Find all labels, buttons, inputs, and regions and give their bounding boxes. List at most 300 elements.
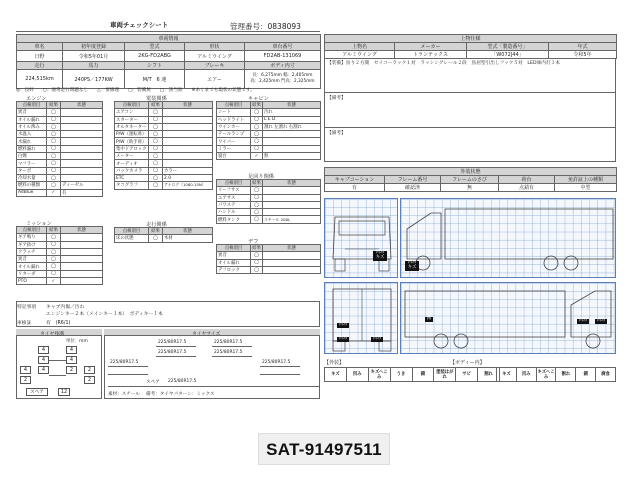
exterior-legend-title: 【外装】 [324, 360, 345, 366]
deflector-item-result: ◯ [251, 252, 263, 259]
upper-year-header: 年式 [549, 43, 617, 51]
undercarriage-item-name: ハンドル [217, 209, 251, 216]
mission-item-result: ◯ [47, 234, 61, 241]
remarks-line-3: 有 (R6/1) [46, 321, 71, 326]
tire-size-mid-right: 225/80R17.5 [214, 350, 243, 355]
undercarriage-item-name: エアサス [217, 194, 251, 201]
upper-model: 「W072J44」 [467, 51, 549, 59]
cabin-section-title: キャビン [248, 96, 269, 102]
bed-condition: 点錆有 [499, 184, 555, 192]
legend-icon: うき [390, 368, 412, 382]
shift-type: M/T [142, 76, 152, 83]
license-type-header: 免許証上の種類 [555, 176, 617, 184]
upper-name-header: 上物名 [325, 43, 395, 51]
legend-icon: キズ [325, 368, 347, 382]
tire-size-line [212, 356, 252, 357]
vehicle-info-title: 車両情報 [17, 35, 321, 43]
upper-equipment-title: 上物仕様 [325, 35, 617, 43]
tire-grooves-unit: 単位：mm [66, 339, 88, 344]
electrical-item-name: オーディオ [115, 160, 149, 167]
engine-item-name: 燃料漏れ [17, 145, 47, 152]
cabin-item-name: ワイパー [217, 138, 251, 145]
electrical-item-result: ◯ [149, 123, 163, 130]
electrical-item-status [163, 153, 213, 160]
deflector-item-status [263, 266, 321, 273]
electrical-item-result: ◯ [149, 116, 163, 123]
undercarriage-table [216, 179, 321, 224]
body-shape: アルミウイング [185, 51, 245, 62]
legend-normal: ○：通常走行問題なし [42, 88, 89, 93]
deflector-header-status: 状態 [263, 245, 321, 252]
cabin-header-item: 点検項目 [217, 102, 251, 109]
engine-header-status: 状態 [61, 102, 103, 109]
electrical-item-name: メーター [115, 153, 149, 160]
mission-item-name: オイル漏れ [17, 263, 47, 270]
cabin-item-status [263, 131, 321, 138]
legend-not-applicable: □：該当無 [159, 88, 183, 93]
undercarriage-item-status [263, 201, 321, 208]
upper-maker-header: メーカー [395, 43, 467, 51]
condition-legend [16, 87, 320, 93]
tire-groove-spare-label: スペア [26, 388, 48, 396]
mission-item-status [61, 248, 103, 255]
engine-item-name: 冷却水量 [17, 174, 47, 181]
running-table [114, 227, 213, 243]
legend-icon: 凹み [346, 368, 368, 382]
upper-equipment-note [327, 60, 560, 66]
legend-icon: 割れ [478, 368, 500, 382]
electrical-header-result: 結果 [149, 102, 163, 109]
truck-rear-view-diagram [324, 282, 398, 354]
undercarriage-header-item: 点検項目 [217, 180, 251, 187]
body-legend-table [496, 367, 616, 382]
mission-item-result: ◯ [47, 263, 61, 270]
legend-icon: キズ [497, 368, 517, 382]
mission-item-name: PTO [17, 278, 47, 285]
electrical-item-result: ◯ [149, 145, 163, 152]
undercarriage-item-result: ◯ [251, 194, 263, 201]
engine-table [16, 101, 103, 197]
engine-item-status [61, 138, 103, 145]
mission-section-title: ミッション [26, 221, 52, 227]
engine-item-result: ◯ [47, 116, 61, 123]
header-underline [16, 31, 320, 32]
vehicle-info-table [16, 34, 321, 89]
cab-caution: 有 [325, 184, 385, 192]
tire-size-line [212, 346, 252, 347]
model-header: 型式 [125, 43, 185, 51]
mission-table [16, 226, 103, 285]
upper-model-header: 型式「製造番号」 [467, 43, 549, 51]
upper-notes-divider [324, 127, 616, 128]
deflector-header-item: 点検項目 [217, 245, 251, 252]
mission-header-item: 点検項目 [17, 227, 47, 234]
engine-item-name: 水温入 [17, 131, 47, 138]
truck-side-outline [401, 199, 617, 279]
legend-icon: サビ [456, 368, 478, 382]
mileage-header: 走行 [17, 62, 63, 70]
body-height-unit: mm [271, 79, 280, 84]
undercarriage-item-name: パワステ [217, 201, 251, 208]
shift-gears: 6 速 [156, 76, 167, 83]
tire-size-line [108, 386, 320, 387]
undercarriage-item-result: ◯ [251, 216, 263, 223]
mission-item-name: 異音 [17, 256, 47, 263]
tire-size-rear-right: 225/80R17.5 [262, 360, 291, 365]
cabin-item-status: 割れ 左割れ 右割れ [263, 123, 321, 130]
upper-remarks-note: 【備考】 [327, 131, 346, 136]
engine-item-name: マフラー [17, 160, 47, 167]
mission-header-status: 状態 [61, 227, 103, 234]
running-item-status: 木材 [163, 235, 213, 242]
undercarriage-header-result: 結果 [252, 181, 261, 187]
electrical-item-name: オルタネーター [116, 125, 147, 131]
legend-icon: 錆 [412, 368, 434, 382]
body-length-unit: mm [273, 73, 282, 78]
tire-grooves-title: タイヤ残溝 [40, 332, 64, 337]
mission-item-result: ✓ [47, 278, 61, 285]
undercarriage-header-status: 状態 [263, 180, 321, 187]
body-dims [245, 70, 321, 89]
vehicle-name: 日野 [17, 51, 63, 62]
engine-item-result: ◯ [47, 123, 61, 130]
shape-header: 形状 [185, 43, 245, 51]
deflector-item-status [263, 259, 321, 266]
tire-size-spare: 225/80R17.5 [168, 379, 197, 384]
first-registration: 令和5年01月 [63, 51, 125, 62]
door-height: 門高：2,325 [281, 79, 307, 84]
mileage: 224,515km [17, 70, 63, 89]
electrical-item-status [163, 123, 213, 130]
truck-front-view-diagram [324, 198, 398, 278]
electrical-item-name: バックカメラ [115, 167, 149, 174]
tire-size-title: タイヤサイズ [192, 332, 221, 337]
legend-disclaimer: ※あくまでも現状の状態です。 [191, 88, 255, 93]
undercarriage-item-status [263, 187, 321, 194]
electrical-item-status [163, 109, 213, 116]
electrical-item-result: ◯ [149, 153, 163, 160]
damage-mark: 凹み [338, 322, 348, 327]
engine-item-status [61, 153, 103, 160]
engine-item-status [61, 123, 103, 130]
legend-icon: 腐食 [596, 368, 616, 382]
power-header: 馬力 [63, 62, 125, 70]
engine-item-result: ◯ [47, 167, 61, 174]
deflector-item-name: オイル漏れ [217, 259, 251, 266]
mission-item-status [61, 241, 103, 248]
tire-groove-rear2-outer-right: 2 [84, 376, 95, 384]
running-item-result: ◯ [149, 235, 163, 242]
truck-side-view-diagram [400, 198, 616, 278]
tire-material: 素材：スチール [108, 392, 140, 397]
upper-name: アルミウイング [325, 51, 395, 59]
electrical-table [114, 101, 213, 190]
body-legend-title: 【ボディー内】 [450, 360, 485, 366]
electrical-item-result: ◯ [149, 109, 163, 116]
cabin-item-name: テールランプ [217, 131, 251, 138]
truck-rear-outline [325, 283, 399, 355]
engine-item-result: ◯ [47, 174, 61, 181]
undercarriage-item-name: リーフサス [217, 187, 251, 194]
mission-header-result: 結果 [47, 227, 61, 234]
engine-item-status [61, 116, 103, 123]
damage-mark: 凹み [596, 318, 606, 323]
undercarriage-item-status [263, 194, 321, 201]
management-label: 管理番号： [230, 22, 268, 31]
power: 240PS／177KW [63, 70, 125, 89]
cabin-header-result: 結果 [252, 103, 261, 109]
engine-item-status [61, 109, 103, 116]
chassis-number: FD2AB-131069 [245, 51, 321, 62]
electrical-item-status [163, 131, 213, 138]
electrical-item-status: カラー [163, 167, 213, 174]
mission-item-result: ◯ [47, 256, 61, 263]
engine-item-status [61, 160, 103, 167]
damage-mark: 凹み キズ [405, 261, 419, 271]
deflector-item-name: 異音 [217, 252, 251, 259]
cabin-item-status: 汚れ [263, 109, 321, 116]
electrical-item-status [163, 138, 213, 145]
electrical-item-status: 2.0 [163, 174, 213, 181]
chassis-number-header: 車台番号 [245, 43, 321, 51]
tire-size-line [260, 374, 300, 375]
engine-item-status [61, 174, 103, 181]
legend-no-equipment: □：装備無 [128, 88, 151, 93]
deflector-table [216, 244, 321, 274]
damage-mark: 凹み [372, 336, 382, 341]
cabin-item-result: ◯ [251, 145, 263, 152]
engine-item-name: ターボ [17, 167, 47, 174]
mission-item-name: リターダ [17, 270, 47, 277]
electrical-header-item: 点検項目 [115, 102, 149, 109]
management-number: 0838093 [267, 22, 301, 31]
first-registration-header: 初年度登録 [63, 43, 125, 51]
engine-item-result: ◯ [47, 145, 61, 152]
cabin-item-result: ◯ [251, 123, 263, 130]
mission-item-result: ◯ [47, 241, 61, 248]
mission-item-status [61, 234, 103, 241]
electrical-item-result: ◯ [149, 160, 163, 167]
tire-groove-spare: 12 [58, 388, 70, 396]
cabin-item-name: ヘッドライト [217, 116, 251, 123]
upper-maker: トランテックス [395, 51, 467, 59]
body-width-unit: mm [304, 73, 313, 78]
undercarriage-item-status: スチール 200L [263, 216, 321, 223]
body-dims-header: ボディ内寸 [245, 62, 321, 70]
undercarriage-item-status [263, 209, 321, 216]
body-height: 高：2,425 [250, 79, 272, 84]
engine-item-result: ◯ [47, 182, 61, 189]
mission-item-result: ◯ [47, 270, 61, 277]
running-header-item: 点検項目 [115, 228, 149, 235]
deflector-header-result: 結果 [252, 246, 261, 252]
electrical-item-name: スターター [115, 116, 149, 123]
body-width: 幅：2,405 [283, 73, 305, 78]
mission-item-result: ◯ [47, 248, 61, 255]
engine-item-status: ディーゼル [61, 182, 103, 189]
stock-number-plate: SAT-91497511 [258, 433, 390, 465]
electrical-item-status: アナログ（1080-15N） [163, 182, 213, 189]
cab-caution-header: キャブコーション [325, 176, 385, 184]
tire-size-rear-left: 225/80R17.5 [110, 360, 139, 365]
damage-mark: 凹み [578, 318, 588, 323]
upper-notes-divider [324, 92, 616, 93]
engine-item-result: ✓ [47, 189, 61, 196]
engine-section-title: エンジン [26, 96, 47, 102]
electrical-item-name: タコグラフ [115, 182, 149, 189]
cabin-item-status: L E D [263, 116, 321, 123]
deflector-item-name: デフロック [217, 266, 251, 273]
deflector-item-status [263, 252, 321, 259]
tire-groove-mid-left: 4 [38, 356, 49, 364]
electrical-item-status [163, 160, 213, 167]
cabin-table [216, 101, 321, 160]
brake-header: ブレーキ [185, 62, 245, 70]
shift [125, 70, 185, 89]
tire-axle-front [49, 360, 66, 361]
damage-mark: 凹み [338, 336, 348, 341]
damage-mark: 錆 [426, 316, 432, 321]
frame-number-header: フレーム番号 [385, 176, 441, 184]
upper-year: 令和5年 [549, 51, 617, 59]
engine-item-status: 有 [61, 189, 103, 196]
electrical-header-status: 状態 [163, 102, 213, 109]
mission-item-status [61, 263, 103, 270]
engine-item-result: ◯ [47, 153, 61, 160]
tire-size-spare-label: スペア [146, 380, 160, 385]
cabin-item-status [263, 145, 321, 152]
engine-item-name: 異音 [17, 109, 47, 116]
remarks-inspection-label: 車検証 [17, 321, 32, 326]
tire-size-line [108, 374, 148, 375]
exterior-legend-table [324, 367, 500, 382]
cabin-item-name: 寝台 [217, 153, 251, 160]
electrical-item-name: P/W（助手席） [115, 138, 149, 145]
tire-pattern: 備考：タイヤパターン：ミックス [146, 392, 215, 397]
mission-item-name: クラッチ [17, 248, 47, 255]
tire-groove-mid-right: 4 [66, 356, 77, 364]
electrical-item-result: ◯ [149, 131, 163, 138]
legend-icon: 塗装はがれ [434, 368, 456, 382]
engine-item-result: ◯ [47, 138, 61, 145]
frame-number: 確認済 [385, 184, 441, 192]
remarks-line-1: キャブ内傷／汚れ [46, 305, 85, 310]
deflector-item-result: ◯ [251, 259, 263, 266]
tire-size-front-right: 225/80R17.5 [214, 340, 243, 345]
engine-item-name: 水漏れ [17, 138, 47, 145]
electrical-section-title: 電装関係 [146, 96, 167, 102]
vehicle-name-header: 車名 [17, 43, 63, 51]
legend-icon: 錆 [576, 368, 596, 382]
tire-size-line [108, 366, 148, 367]
upper-equipment-notes-box [324, 58, 616, 162]
tire-groove-rear1-inner-left: 4 [38, 366, 49, 374]
cabin-item-result: ◯ [251, 138, 263, 145]
tire-groove-rear2-outer-left: 2 [20, 376, 31, 384]
cabin-item-status [263, 138, 321, 145]
mission-item-status [61, 256, 103, 263]
tire-groove-rear1-outer-left: 4 [20, 366, 31, 374]
engine-item-status [61, 167, 103, 174]
deflector-item-result: ◯ [251, 266, 263, 273]
engine-item-name: AdBlue [17, 189, 47, 196]
cabin-item-result: ◯ [251, 109, 263, 116]
cabin-item-result: ◯ [251, 116, 263, 123]
electrical-item-status [163, 145, 213, 152]
sheet-title: 車両チェックシート [110, 21, 169, 29]
tire-groove-rear1-outer-right: 2 [84, 366, 95, 374]
undercarriage-item-result: ◯ [251, 201, 263, 208]
legend-icon: キズへこみ [537, 369, 555, 380]
electrical-item-result: ◯ [149, 167, 163, 174]
cabin-item-result: ✓ [251, 153, 263, 160]
electrical-item-name: 集中ドアロック [116, 146, 147, 152]
cabin-item-result: ◯ [251, 131, 263, 138]
electrical-item-result: ◯ [149, 174, 163, 181]
cabin-item-name: ミラー [217, 145, 251, 152]
bed-header: 荷台 [499, 176, 555, 184]
legend-good: ◎：良好 [16, 88, 34, 93]
running-header-status: 状態 [163, 228, 213, 235]
shift-header: シフト [125, 62, 185, 70]
frame-rust: 無 [441, 184, 499, 192]
electrical-item-result: ◯ [149, 138, 163, 145]
brake: エアー [185, 70, 245, 89]
tire-size-line [156, 346, 196, 347]
mission-item-status [61, 278, 103, 285]
deflector-section-title: デフ [248, 239, 259, 245]
exterior-state-table [324, 167, 617, 192]
electrical-item-name: P/W（運転席） [115, 131, 149, 138]
truck-front-outline [325, 199, 399, 279]
tire-groove-front-left: 4 [38, 346, 49, 354]
tire-groove-rear1-inner-right: 2 [66, 366, 77, 374]
undercarriage-item-result: ◯ [251, 209, 263, 216]
legend-icon: キズへこみ [368, 368, 390, 382]
engine-item-name: 燃料の種類 [17, 182, 47, 189]
engine-item-result: ◯ [47, 131, 61, 138]
undercarriage-item-result: ◯ [251, 187, 263, 194]
running-item-name: 床の状態 [115, 235, 149, 242]
body-length: 長：6,275 [252, 73, 274, 78]
remarks-line-2: エンジンキー２本（メインキー１本） ボディキー１本 [46, 312, 163, 317]
model-code: 2KG-FD2ABG [125, 51, 185, 62]
legend-repair: △：要修理 [97, 88, 120, 93]
running-header-result: 結果 [149, 228, 163, 235]
engine-item-name: オイル漏れ [17, 116, 47, 123]
cabin-item-status: 無 [263, 153, 321, 160]
legend-icon: 割れ [556, 368, 576, 382]
engine-item-result: ◯ [47, 160, 61, 167]
mission-item-status [61, 270, 103, 277]
electrical-item-result: ◯ [149, 182, 163, 189]
tire-axle-rear [49, 375, 66, 376]
cabin-item-name: シート [217, 109, 251, 116]
cabin-item-name: ウインカー [217, 123, 251, 130]
engine-item-name: 白煙 [17, 153, 47, 160]
electrical-item-name: エアコン [115, 109, 149, 116]
upper-equipment-note-text: 鳥り２方開 セイコーラック１対 ラッシングレール２段 鳥居型引出しフック５対 LED庫内灯３本 [345, 61, 561, 66]
tire-groove-front-right: 4 [66, 346, 77, 354]
remarks-title: 特記事項 [17, 305, 37, 310]
frame-rust-header: フレームのさび [441, 176, 499, 184]
engine-item-status [61, 131, 103, 138]
engine-header-item: 点検項目 [17, 102, 47, 109]
upper-equipment-note-label: 【装備】 [327, 61, 346, 66]
door-height-unit: mm [306, 79, 315, 84]
upper-remarks-note: 【備考】 [327, 96, 346, 101]
mission-item-name: ギア鳴り [17, 234, 47, 241]
